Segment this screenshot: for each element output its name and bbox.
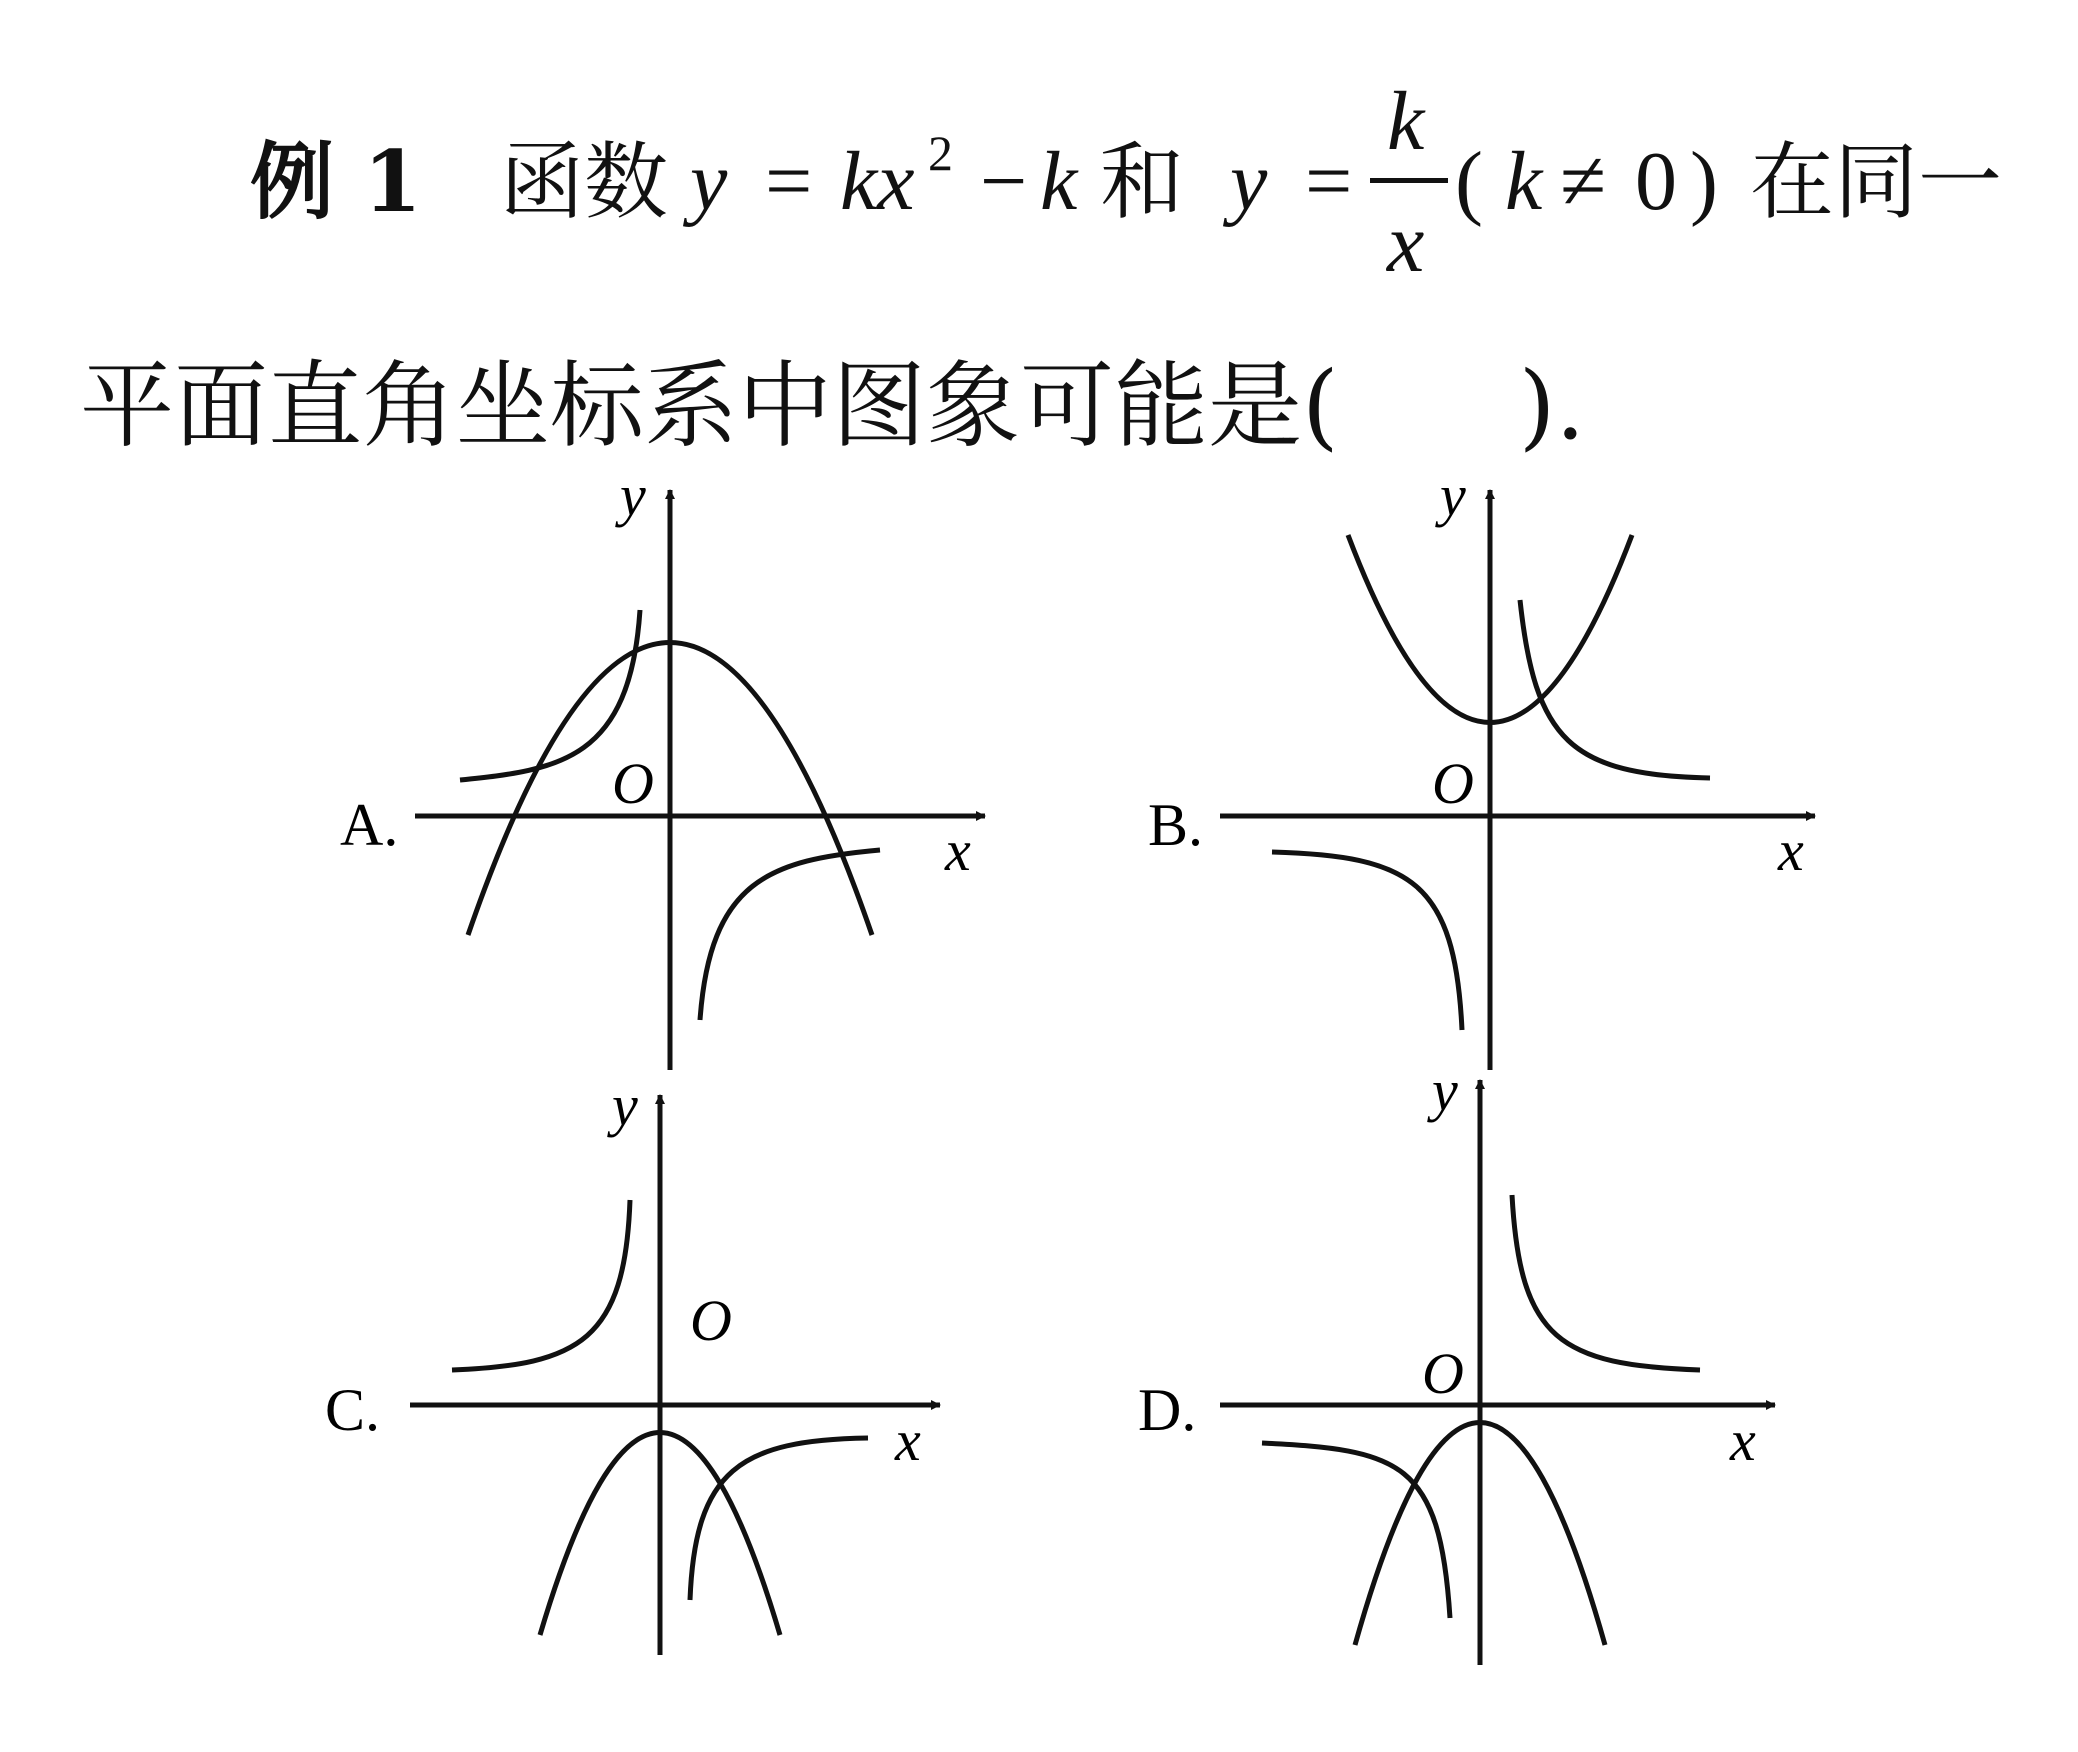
option-d-hyperbola-right: [1512, 1195, 1700, 1370]
option-c: [325, 1073, 940, 1655]
condition-k: k: [1505, 135, 1543, 228]
option-d: [1138, 1058, 1775, 1665]
f2-denominator: x: [1387, 197, 1425, 290]
f1-y: y: [690, 135, 728, 228]
f1-k: k: [1040, 135, 1078, 228]
f1-exponent: 2: [928, 125, 953, 181]
option-c-origin-label: O: [690, 1288, 732, 1353]
option-d-origin-label: O: [1422, 1341, 1464, 1406]
condition-zero: 0: [1635, 135, 1677, 228]
option-d-letter: D.: [1138, 1377, 1197, 1443]
f1-eq: =: [765, 135, 813, 228]
option-a-hyperbola-right: [700, 850, 880, 1020]
example-label: 例 1: [250, 132, 422, 231]
option-c-x-label: x: [895, 1408, 921, 1473]
option-a-origin-label: O: [612, 751, 654, 816]
option-b-y-label: y: [1440, 463, 1466, 528]
option-b-origin-label: O: [1432, 751, 1474, 816]
f1-minus: −: [980, 135, 1028, 228]
option-b-hyperbola-left: [1272, 852, 1462, 1030]
condition-close-paren: ): [1690, 135, 1718, 228]
f2-numerator: k: [1387, 75, 1425, 168]
option-c-hyperbola-left: [452, 1200, 630, 1370]
option-a-x-label: x: [945, 818, 971, 883]
option-c-letter: C.: [325, 1377, 381, 1443]
option-c-hyperbola-right: [690, 1438, 868, 1600]
conjunction: 和: [1100, 133, 1185, 231]
condition-open-paren: (: [1455, 135, 1483, 228]
f1-kx: kx: [840, 135, 915, 228]
f2-y: y: [1230, 135, 1268, 228]
option-d-x-label: x: [1730, 1408, 1756, 1473]
option-d-y-label: y: [1432, 1058, 1458, 1123]
question-line-2-text: 平面直角坐标系中图象可能是(: [80, 352, 1339, 461]
condition-neq: ≠: [1560, 135, 1607, 228]
option-a-letter: A.: [340, 792, 399, 858]
option-a-y-label: y: [620, 463, 646, 528]
f2-eq: =: [1305, 135, 1353, 228]
option-a: [340, 463, 985, 1070]
option-b: [1148, 463, 1815, 1070]
question-tail-1: 在同一: [1750, 133, 2003, 231]
question-lead: 函数: [500, 133, 669, 231]
option-b-x-label: x: [1778, 818, 1804, 883]
option-b-letter: B.: [1148, 792, 1204, 858]
option-c-y-label: y: [612, 1073, 638, 1138]
question-line-2-end: ).: [1518, 352, 1586, 461]
